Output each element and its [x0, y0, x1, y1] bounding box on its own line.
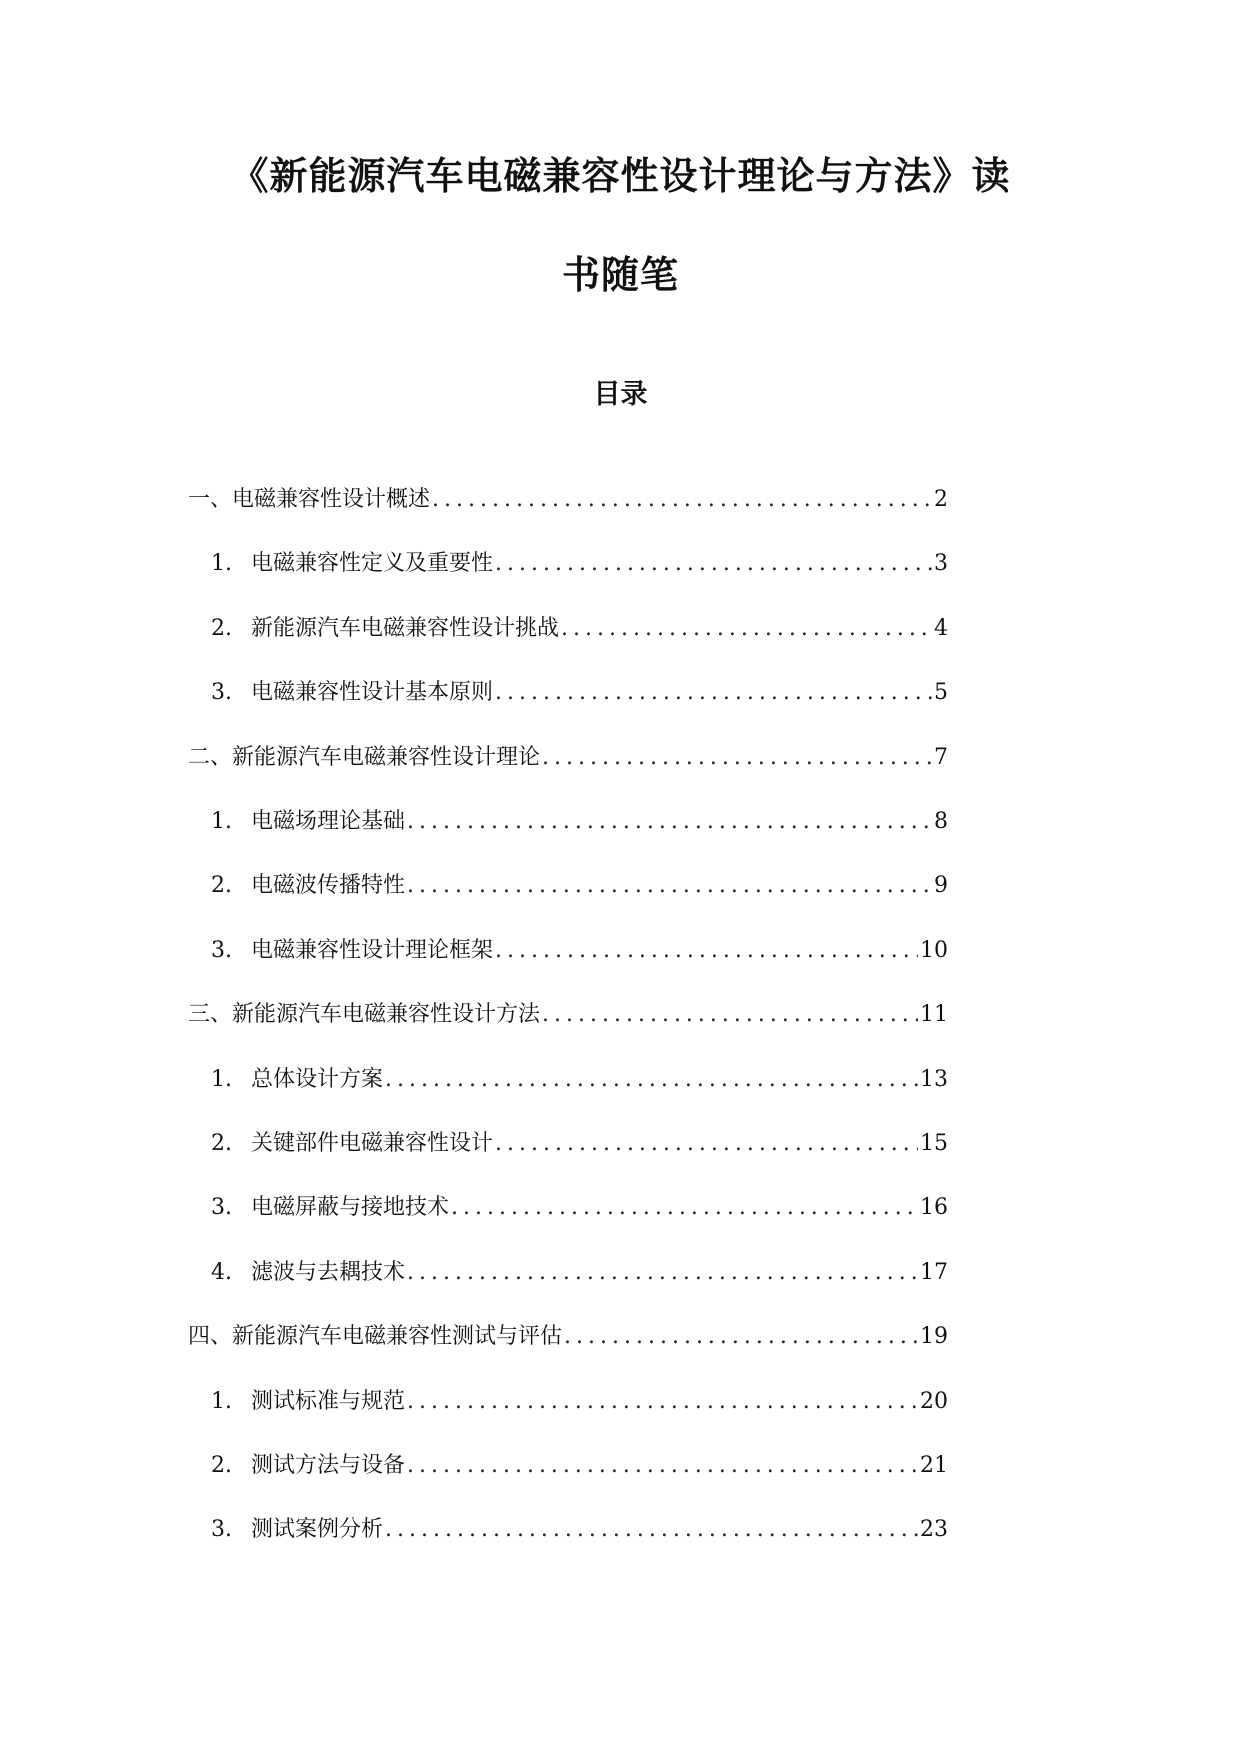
toc-entry-title: 测试标准与规范 — [251, 1389, 406, 1414]
toc-entry-title: 电磁兼容性设计理论框架 — [251, 938, 494, 963]
toc-page-number: 11 — [920, 1002, 948, 1027]
toc-page-number: 13 — [920, 1067, 948, 1092]
toc-entry-number: 3. — [211, 1517, 232, 1542]
toc-entry-title: 总体设计方案 — [251, 1067, 384, 1092]
toc-page-number: 15 — [920, 1131, 948, 1156]
toc-entry-number: 1. — [211, 1067, 232, 1092]
toc-entry-title: 电磁兼容性定义及重要性 — [251, 551, 494, 576]
toc-page-number: 10 — [920, 938, 948, 963]
toc-page-number: 16 — [920, 1195, 948, 1220]
toc-subsection-entry[interactable] — [211, 1446, 948, 1486]
toc-entry-title: 一、电磁兼容性设计概述 — [188, 487, 431, 512]
toc-subsection-entry[interactable] — [211, 544, 948, 584]
toc-dot-leader — [385, 1510, 918, 1550]
toc-subsection-entry[interactable] — [211, 1124, 948, 1164]
toc-subsection-entry[interactable] — [211, 931, 948, 971]
toc-page-number: 19 — [920, 1324, 948, 1349]
toc-entry-title: 四、新能源汽车电磁兼容性测试与评估 — [188, 1324, 563, 1349]
toc-entry-title: 关键部件电磁兼容性设计 — [251, 1131, 494, 1156]
toc-entry-number: 1. — [211, 1389, 232, 1414]
toc-entry-title: 测试案例分析 — [251, 1517, 384, 1542]
toc-dot-leader — [564, 1317, 918, 1357]
toc-subsection-entry[interactable] — [211, 1188, 948, 1228]
toc-page-number: 20 — [920, 1389, 948, 1414]
toc-page-number: 21 — [920, 1453, 948, 1478]
toc-entry-number: 2. — [211, 1453, 232, 1478]
toc-section-entry[interactable] — [188, 738, 948, 778]
toc-subsection-entry[interactable] — [211, 609, 948, 649]
toc-entry-title: 滤波与去耦技术 — [251, 1260, 406, 1285]
toc-dot-leader — [495, 544, 932, 584]
toc-entry-number: 2. — [211, 1131, 232, 1156]
document-title: 《新能源汽车电磁兼容性设计理论与方法》读 — [230, 153, 1011, 198]
toc-dot-leader — [542, 738, 932, 778]
toc-dot-leader — [385, 1060, 918, 1100]
toc-dot-leader — [407, 866, 932, 906]
toc-section-entry[interactable] — [188, 995, 948, 1035]
toc-section-entry[interactable] — [188, 480, 948, 520]
toc-section-entry[interactable] — [188, 1317, 948, 1357]
toc-page-number: 2 — [934, 487, 948, 512]
toc-entry-title: 电磁屏蔽与接地技术 — [251, 1195, 450, 1220]
toc-entry-title: 电磁波传播特性 — [251, 873, 406, 898]
toc-page-number: 17 — [920, 1260, 948, 1285]
toc-dot-leader — [407, 802, 932, 842]
toc-dot-leader — [451, 1188, 918, 1228]
toc-entry-number: 2. — [211, 873, 232, 898]
toc-page-number: 8 — [934, 809, 948, 834]
toc-entry-title: 电磁兼容性设计基本原则 — [251, 680, 494, 705]
toc-entry-number: 3. — [211, 680, 232, 705]
toc-entry-title: 二、新能源汽车电磁兼容性设计理论 — [188, 745, 541, 770]
toc-dot-leader — [407, 1253, 918, 1293]
toc-subsection-entry[interactable] — [211, 673, 948, 713]
toc-dot-leader — [495, 1124, 918, 1164]
document-title-continued: 书随笔 — [561, 252, 679, 297]
toc-page-number: 7 — [934, 745, 948, 770]
toc-entry-number: 4. — [211, 1260, 232, 1285]
toc-page-number: 9 — [934, 873, 948, 898]
toc-dot-leader — [407, 1382, 918, 1422]
toc-dot-leader — [561, 609, 932, 649]
toc-entry-number: 1. — [211, 809, 232, 834]
toc-dot-leader — [542, 995, 918, 1035]
toc-entry-number: 2. — [211, 616, 232, 641]
toc-subsection-entry[interactable] — [211, 1510, 948, 1550]
toc-subsection-entry[interactable] — [211, 866, 948, 906]
toc-dot-leader — [495, 931, 918, 971]
toc-entry-title: 电磁场理论基础 — [251, 809, 406, 834]
toc-entry-title: 测试方法与设备 — [251, 1453, 406, 1478]
toc-page-number: 23 — [920, 1517, 948, 1542]
toc-page-number: 3 — [934, 551, 948, 576]
toc-dot-leader — [407, 1446, 918, 1486]
toc-subsection-entry[interactable] — [211, 1253, 948, 1293]
toc-page-number: 4 — [934, 616, 948, 641]
toc-entry-number: 3. — [211, 1195, 232, 1220]
toc-heading: 目录 — [593, 379, 648, 410]
toc-subsection-entry[interactable] — [211, 1060, 948, 1100]
toc-entry-number: 1. — [211, 551, 232, 576]
toc-page-number: 5 — [934, 680, 948, 705]
toc-dot-leader — [432, 480, 932, 520]
toc-subsection-entry[interactable] — [211, 1382, 948, 1422]
toc-entry-title: 新能源汽车电磁兼容性设计挑战 — [251, 616, 560, 641]
toc-entry-number: 3. — [211, 938, 232, 963]
toc-subsection-entry[interactable] — [211, 802, 948, 842]
toc-dot-leader — [495, 673, 932, 713]
toc-entry-title: 三、新能源汽车电磁兼容性设计方法 — [188, 1002, 541, 1027]
